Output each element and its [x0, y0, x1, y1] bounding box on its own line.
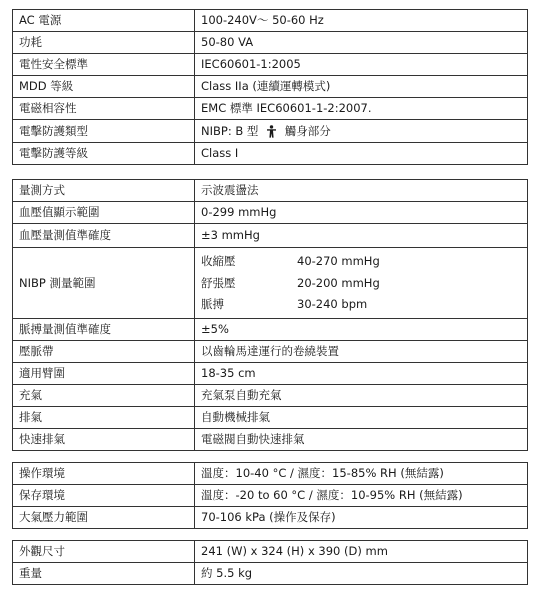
nibp-range-item: [201, 298, 521, 311]
spec-label: 重量: [13, 563, 195, 585]
spec-row: [13, 202, 528, 224]
spec-value: 70-106 kPa (操作及保存): [195, 507, 528, 529]
spec-label: 脈搏量測值準確度: [13, 319, 195, 341]
spec-value: IEC60601-1:2005: [195, 54, 528, 76]
spec-label: 充氣: [13, 385, 195, 407]
spec-value: 241 (W) x 324 (H) x 390 (D) mm: [195, 541, 528, 563]
spec-value: 以齒輪馬達運行的卷繞裝置: [195, 341, 528, 363]
spec-row: [13, 319, 528, 341]
nibp-range-item: [201, 255, 521, 268]
spec-row: [13, 563, 528, 585]
spec-value-prefix: NIBP: B 型: [201, 123, 259, 138]
spec-value: ±3 mmHg: [195, 224, 528, 248]
spec-row: [13, 463, 528, 485]
spec-value: [195, 248, 528, 319]
spec-row: [13, 541, 528, 563]
spec-value: Class IIa (連續運轉模式): [195, 76, 528, 98]
nibp-range-key: 脈搏: [201, 297, 224, 311]
spec-value: 0-299 mmHg: [195, 202, 528, 224]
spec-value: 溫度：10-40 °C / 濕度：15-85% RH (無結露): [195, 463, 528, 485]
spec-label: 壓脈帶: [13, 341, 195, 363]
nibp-range-key: 舒張壓: [201, 275, 236, 290]
spec-row: [13, 98, 528, 120]
spec-row: [13, 407, 528, 429]
spec-value: 100-240V～ 50-60 Hz: [195, 10, 528, 32]
nibp-range-value: 30-240 bpm: [297, 297, 368, 311]
spec-value: 電磁閥自動快速排氣: [195, 429, 528, 451]
spec-label: 電磁相容性: [13, 98, 195, 120]
spec-label: 適用臂圍: [13, 363, 195, 385]
spec-value: 18-35 cm: [195, 363, 528, 385]
spec-row: [13, 363, 528, 385]
physical-spec-table: [12, 540, 528, 585]
spec-value: EMC 標準 IEC60601-1-2:2007.: [195, 98, 528, 120]
environment-spec-table: [12, 462, 528, 529]
spec-value: 50-80 VA: [195, 32, 528, 54]
type-b-applied-part-icon: [266, 125, 277, 138]
spec-row: [13, 385, 528, 407]
spec-row: [13, 224, 528, 248]
spec-label: 快速排氣: [13, 429, 195, 451]
spec-label: 外觀尺寸: [13, 541, 195, 563]
spec-row: [13, 10, 528, 32]
spec-value: Class I: [195, 143, 528, 165]
spec-label: 操作環境: [13, 463, 195, 485]
spec-value: 溫度：-20 to 60 °C / 濕度：10-95% RH (無結露): [195, 485, 528, 507]
spec-label: 電性安全標準: [13, 54, 195, 76]
spec-label: 量測方式: [13, 180, 195, 202]
spec-row: [13, 143, 528, 165]
spec-value-suffix: 觸身部分: [284, 123, 331, 138]
spec-row: [13, 341, 528, 363]
spec-label: 保存環境: [13, 485, 195, 507]
spec-label: 大氣壓力範圍: [13, 507, 195, 529]
spec-label: NIBP 測量範圍: [13, 248, 195, 319]
spec-label: MDD 等級: [13, 76, 195, 98]
power-spec-table: [12, 9, 528, 165]
nibp-range-value: 20-200 mmHg: [297, 275, 380, 290]
spec-value: 充氣泵自動充氣: [195, 385, 528, 407]
spec-label: 電擊防護類型: [13, 120, 195, 143]
spec-row: [13, 485, 528, 507]
spec-row: [13, 248, 528, 319]
spec-row: [13, 507, 528, 529]
spec-row: [13, 180, 528, 202]
spec-value: 自動機械排氣: [195, 407, 528, 429]
spec-label: 血壓值顯示範圍: [13, 202, 195, 224]
spec-row: [13, 76, 528, 98]
spec-label: 電擊防護等級: [13, 143, 195, 165]
measurement-spec-table: [12, 179, 528, 451]
spec-value: ±5%: [195, 319, 528, 341]
nibp-range-item: [201, 277, 521, 290]
nibp-range-key: 收縮壓: [201, 254, 236, 269]
spec-row: [13, 120, 528, 143]
spec-label: 血壓量測值準確度: [13, 224, 195, 248]
spec-row: [13, 429, 528, 451]
spec-row: [13, 54, 528, 76]
spec-value: 示波震盪法: [195, 180, 528, 202]
spec-value: 約 5.5 kg: [195, 563, 528, 585]
nibp-range-value: 40-270 mmHg: [297, 254, 380, 269]
spec-row: [13, 32, 528, 54]
spec-value: [195, 120, 528, 143]
spec-label: 排氣: [13, 407, 195, 429]
spec-label: AC 電源: [13, 10, 195, 32]
spec-label: 功耗: [13, 32, 195, 54]
